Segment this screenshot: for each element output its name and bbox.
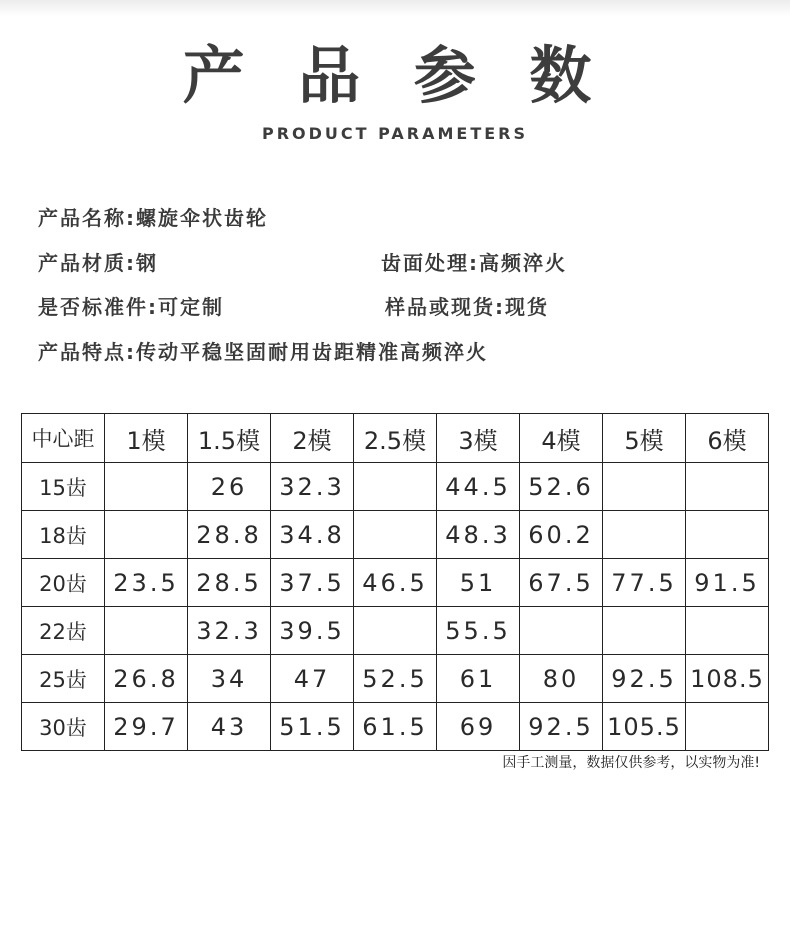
table-cell: 92.5	[603, 655, 686, 703]
table-cell: 69	[437, 703, 520, 751]
table-cell: 29.7	[105, 703, 188, 751]
row-header: 22齿	[22, 607, 105, 655]
column-header: 5模	[603, 414, 686, 463]
table-cell: 44.5	[437, 463, 520, 511]
table-row	[22, 703, 769, 751]
table-cell: 77.5	[603, 559, 686, 607]
table-cell: 46.5	[354, 559, 437, 607]
column-header: 1.5模	[188, 414, 271, 463]
table-header-row	[22, 414, 769, 463]
table-cell	[686, 607, 769, 655]
page-title: 产 品 参 数	[182, 39, 608, 112]
parameters-table	[21, 413, 769, 751]
table-cell	[354, 463, 437, 511]
table-cell: 51.5	[271, 703, 354, 751]
table-cell: 108.5	[686, 655, 769, 703]
table-row	[22, 607, 769, 655]
table-row	[22, 655, 769, 703]
table-cell	[105, 463, 188, 511]
table-cell	[603, 607, 686, 655]
table-cell: 37.5	[271, 559, 354, 607]
table-cell: 48.3	[437, 511, 520, 559]
table-cell	[686, 703, 769, 751]
table-cell	[105, 511, 188, 559]
corner-header: 中心距	[22, 414, 105, 463]
row-header: 20齿	[22, 559, 105, 607]
table-cell: 28.8	[188, 511, 271, 559]
table-cell: 92.5	[520, 703, 603, 751]
table-row	[22, 463, 769, 511]
product-name: 产品名称:螺旋伞状齿轮	[38, 206, 268, 230]
table-cell: 55.5	[437, 607, 520, 655]
table-cell	[354, 607, 437, 655]
disclaimer-note: 因手工测量，数据仅供参考，以实物为准!	[502, 755, 760, 771]
row-header: 15齿	[22, 463, 105, 511]
column-header: 2模	[271, 414, 354, 463]
table-cell: 80	[520, 655, 603, 703]
table-cell: 39.5	[271, 607, 354, 655]
table-cell	[105, 607, 188, 655]
table-cell: 67.5	[520, 559, 603, 607]
table-row	[22, 511, 769, 559]
table-cell: 32.3	[271, 463, 354, 511]
table-cell	[354, 511, 437, 559]
surface-treatment: 齿面处理:高频淬火	[381, 251, 567, 275]
page-subtitle: PRODUCT PARAMETERS	[261, 124, 529, 143]
table-cell	[603, 511, 686, 559]
table-cell	[686, 463, 769, 511]
column-header: 6模	[686, 414, 769, 463]
table-cell: 34.8	[271, 511, 354, 559]
table-cell: 91.5	[686, 559, 769, 607]
table-cell: 28.5	[188, 559, 271, 607]
table-cell: 26.8	[105, 655, 188, 703]
top-shade	[0, 0, 790, 16]
table-cell	[603, 463, 686, 511]
table-cell: 105.5	[603, 703, 686, 751]
table-cell: 52.5	[354, 655, 437, 703]
row-header: 18齿	[22, 511, 105, 559]
table-cell: 34	[188, 655, 271, 703]
column-header: 4模	[520, 414, 603, 463]
table-cell	[520, 607, 603, 655]
sample-stock: 样品或现货:现货	[385, 295, 549, 319]
table-cell: 43	[188, 703, 271, 751]
table-cell	[686, 511, 769, 559]
table-cell: 47	[271, 655, 354, 703]
table-cell: 23.5	[105, 559, 188, 607]
row-header: 30齿	[22, 703, 105, 751]
table-cell: 60.2	[520, 511, 603, 559]
product-material: 产品材质:钢	[38, 251, 158, 275]
column-header: 1模	[105, 414, 188, 463]
table-cell: 32.3	[188, 607, 271, 655]
table-cell: 61	[437, 655, 520, 703]
product-features: 产品特点:传动平稳坚固耐用齿距精准高频淬火	[38, 340, 488, 364]
table-cell: 61.5	[354, 703, 437, 751]
column-header: 2.5模	[354, 414, 437, 463]
table-cell: 52.6	[520, 463, 603, 511]
column-header: 3模	[437, 414, 520, 463]
row-header: 25齿	[22, 655, 105, 703]
standard-part: 是否标准件:可定制	[38, 295, 224, 319]
table-cell: 51	[437, 559, 520, 607]
table-cell: 26	[188, 463, 271, 511]
table-row	[22, 559, 769, 607]
